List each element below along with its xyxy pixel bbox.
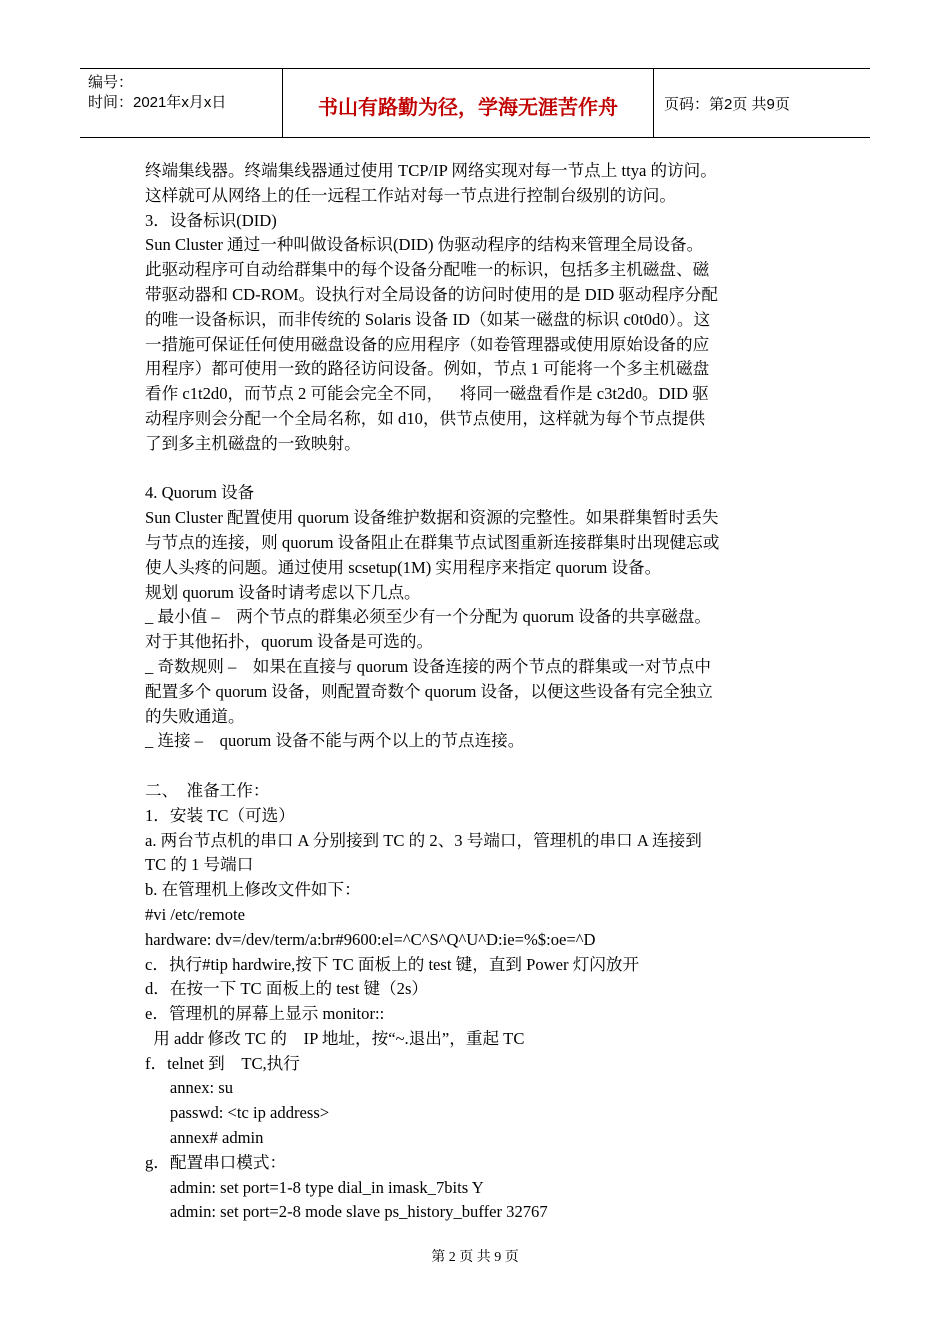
header-meta — [88, 73, 278, 113]
text-line: annex: su — [145, 1078, 234, 1098]
text-line: Sun Cluster 通过一种叫做设备标识(DID) 伪驱动程序的结构来管理全局设备。 — [145, 235, 704, 255]
text-line: b. 在管理机上修改文件如下： — [145, 880, 361, 900]
text-line: e．管理机的屏幕上显示 monitor:: — [145, 1004, 385, 1024]
text-line: 带驱动器和 CD-ROM。设执行对全局设备的访问时使用的是 DID 驱动程序分配 — [145, 284, 718, 304]
text-line: 使人头疼的问题。通过使用 scsetup(1M) 实用程序来指定 quorum 设备。 — [145, 557, 662, 577]
text-line: _ 连接 – quorum 设备不能与两个以上的节点连接。 — [145, 731, 525, 751]
text-line: 1．安装 TC（可选） — [145, 805, 295, 825]
text-line: 4. Quorum 设备 — [145, 483, 255, 503]
text-line: 动程序则会分配一个全局名称，如 d10，供节点使用，这样就为每个节点提供 — [145, 408, 706, 428]
text-line: hardware: dv=/dev/term/a:br#9600:el=^C^S^Q^U^D:ie=%$:oe=^D — [145, 929, 596, 949]
text-line: _ 奇数规则 – 如果在直接与 quorum 设备连接的两个节点的群集或一对节点中 — [145, 656, 712, 676]
document-number-label: 编号： — [88, 74, 134, 91]
text-line: g．配置串口模式： — [145, 1152, 287, 1172]
text-line: d．在按一下 TC 面板上的 test 键（2s） — [145, 979, 429, 999]
text-line: admin: set port=2-8 mode slave ps_history_buffer 32767 — [145, 1202, 548, 1222]
text-line: c．执行#tip hardwire,按下 TC 面板上的 test 键，直到 Power 灯闪放开 — [145, 954, 640, 974]
text-line: 的失败通道。 — [145, 706, 245, 726]
text-line: Sun Cluster 配置使用 quorum 设备维护数据和资源的完整性。如果群集暂时丢失 — [145, 508, 719, 528]
page-header — [80, 68, 870, 138]
text-line: 的唯一设备标识，而非传统的 Solaris 设备 ID（如某一磁盘的标识 c0t0d0）。这 — [145, 309, 711, 329]
text-line: 对于其他拓扑，quorum 设备是可选的。 — [145, 632, 434, 652]
header-page-info: 页码：第2页 共9页 — [664, 96, 790, 113]
header-divider — [653, 69, 654, 137]
text-line: 此驱动程序可自动给群集中的每个设备分配唯一的标识，包括多主机磁盘、磁 — [145, 260, 710, 280]
text-line: 与节点的连接，则 quorum 设备阻止在群集节点试图重新连接群集时出现健忘或 — [145, 532, 720, 552]
text-line: _ 最小值 – 两个节点的群集必须至少有一个分配为 quorum 设备的共享磁盘。 — [145, 607, 712, 627]
text-line: #vi /etc/remote — [145, 904, 245, 924]
text-line: a. 两台节点机的串口 A 分别接到 TC 的 2、3 号端口，管理机的串口 A 连接到 — [145, 830, 702, 850]
text-line: 看作 c1t2d0，而节点 2 可能会完全不同， 将同一磁盘看作是 c3t2d0。DID 驱 — [145, 384, 709, 404]
text-line: 配置多个 quorum 设备，则配置奇数个 quorum 设备，以便这些设备有完全独立 — [145, 681, 713, 701]
text-line — [145, 457, 815, 482]
page-footer: 第 2 页 共 9 页 — [431, 1250, 519, 1265]
text-line: annex# admin — [145, 1128, 264, 1148]
text-line: 用程序）都可使用一致的路径访问设备。例如，节点 1 可能将一个多主机磁盘 — [145, 359, 710, 379]
text-line: f．telnet 到 TC,执行 — [145, 1053, 300, 1073]
text-line: 二、 准备工作： — [145, 780, 270, 800]
text-line: 规划 quorum 设备时请考虑以下几点。 — [145, 582, 421, 602]
header-motto: 书山有路勤为径，学海无涯苦作舟 — [318, 95, 618, 119]
document-date: 时间：2021年x月x日 — [88, 94, 227, 111]
text-line: 这样就可从网络上的任一远程工作站对每一节点进行控制台级别的访问。 — [145, 185, 676, 205]
text-line: 一措施可保证任何使用磁盘设备的应用程序（如卷管理器或使用原始设备的应 — [145, 334, 710, 354]
text-line: 3．设备标识(DID) — [145, 210, 277, 230]
text-line: 终端集线器。终端集线器通过使用 TCP/IP 网络实现对每一节点上 ttya 的访问。 — [145, 161, 717, 180]
text-line — [145, 754, 815, 779]
text-line: admin: set port=1-8 type dial_in imask_7bits Y — [145, 1177, 484, 1197]
text-line: 用 addr 修改 TC 的 IP 地址，按“~.退出”，重起 TC — [145, 1028, 525, 1048]
document-body — [145, 159, 815, 1225]
text-line: 了到多主机磁盘的一致映射。 — [145, 433, 361, 453]
text-line: TC 的 1 号端口 — [145, 855, 254, 875]
text-line: passwd: <tc ip address> — [145, 1103, 330, 1123]
